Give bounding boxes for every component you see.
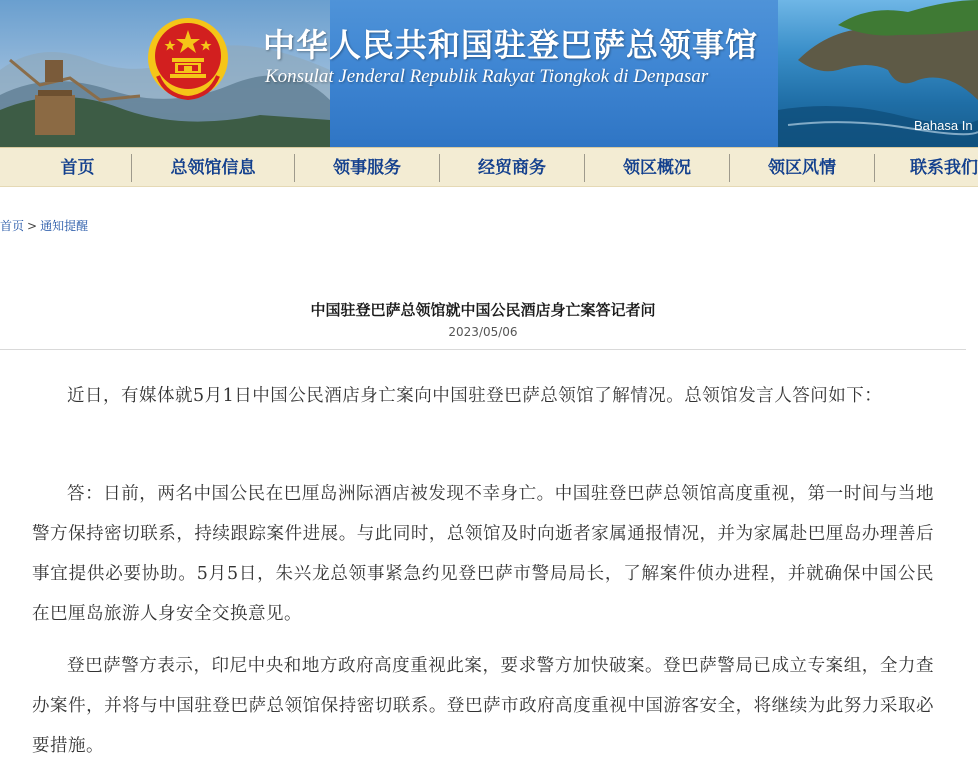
- breadcrumb-separator: >: [27, 219, 38, 233]
- nav-item-contact-us[interactable]: 联系我们: [910, 158, 978, 178]
- national-emblem-icon: [146, 16, 230, 102]
- nav-item-consular-services[interactable]: 领事服务: [333, 158, 401, 178]
- site-title-indonesian: Konsulat Jenderal Republik Rakyat Tiongkok di Denpasar: [265, 66, 709, 87]
- article-title: 中国驻登巴萨总领馆就中国公民酒店身亡案答记者问: [310, 301, 656, 319]
- nav-item-economy-trade[interactable]: 经贸商务: [478, 158, 546, 178]
- article-paragraph: 近日，有媒体就5月1日中国公民酒店身亡案向中国驻登巴萨总领馆了解情况。总领馆发言人答问如下：: [67, 386, 883, 406]
- breadcrumb: [0, 217, 88, 234]
- article-paragraph: 登巴萨警方表示，印尼中央和地方政府高度重视此案，要求警方加快破案。登巴萨警局已成立专案组，全力查办案件，并将与中国驻登巴萨总领馆保持密切联系。登巴萨市政府高度重视中国游客安全，将继续为此努力采取必要措施。: [32, 656, 934, 756]
- title-divider: [0, 349, 966, 350]
- nav-item-region-culture[interactable]: 领区风情: [768, 158, 836, 178]
- nav-item-consulate-info[interactable]: 总领馆信息: [170, 158, 256, 178]
- site-title-chinese: 中华人民共和国驻登巴萨总领事馆: [263, 26, 759, 64]
- article-date: 2023/05/06: [448, 325, 518, 339]
- breadcrumb-current-link[interactable]: 通知提醒: [40, 219, 89, 233]
- nav-item-home[interactable]: 首页: [60, 158, 95, 178]
- breadcrumb-home-link[interactable]: 首页: [0, 219, 25, 233]
- main-nav: [0, 147, 978, 187]
- nav-item-region-overview[interactable]: 领区概况: [623, 158, 691, 178]
- nav-divider: [874, 154, 875, 182]
- header-banner: [0, 0, 978, 147]
- language-switch-link[interactable]: Bahasa In: [914, 118, 973, 133]
- article-paragraph: 答：日前，两名中国公民在巴厘岛洲际酒店被发现不幸身亡。中国驻登巴萨总领馆高度重视，第一时间与当地警方保持密切联系，持续跟踪案件进展。与此同时，总领馆及时向逝者家属通报情况，并为家属赴巴厘岛办理善后事宜提供必要协助。5月5日，朱兴龙总领事紧急约见登巴萨市警局局长，了解案件侦办进程，并就确保中国公民在巴厘岛旅游人身安全交换意见。: [32, 484, 934, 624]
